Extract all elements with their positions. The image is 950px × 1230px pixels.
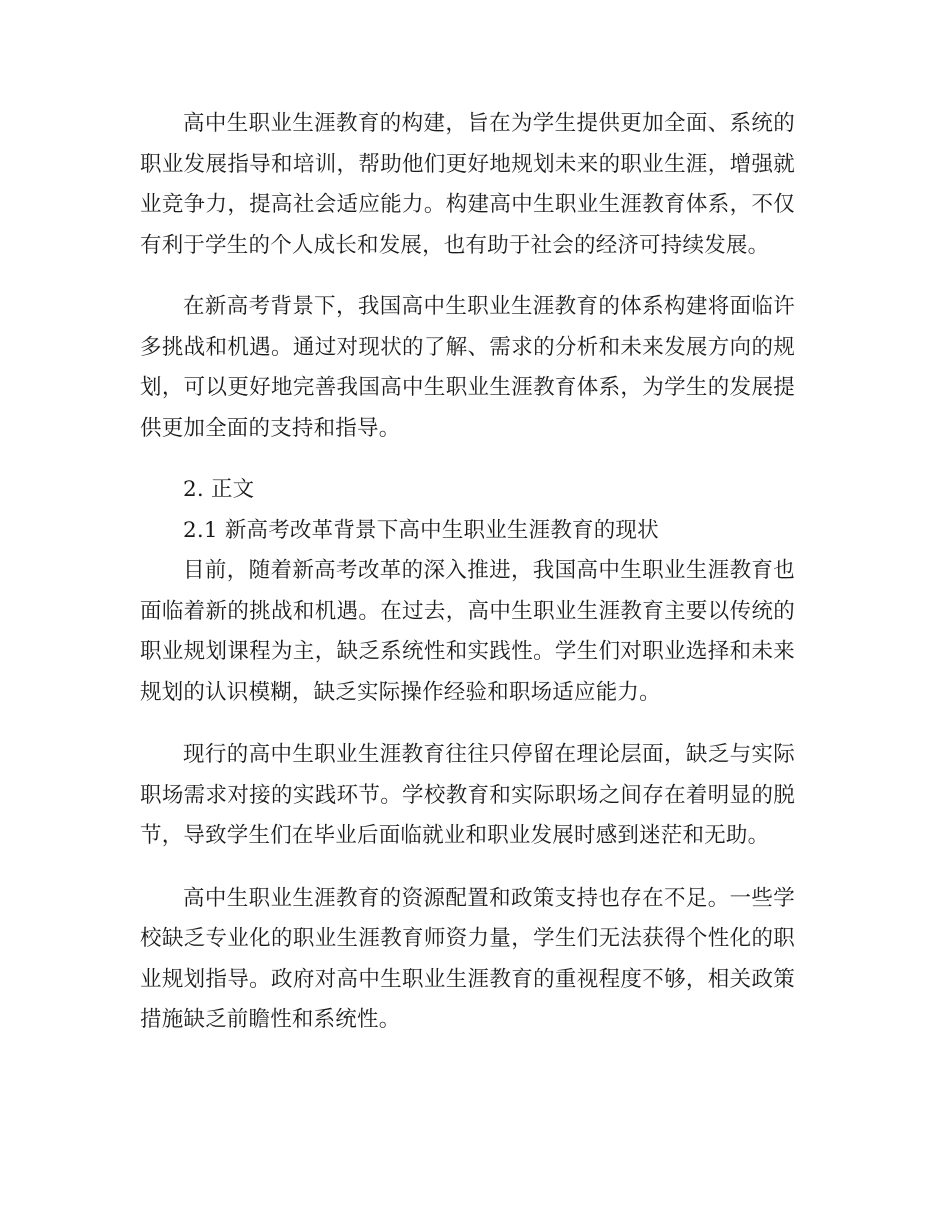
document-page [140, 104, 795, 1041]
body-paragraph-2: 现行的高中生职业生涯教育往往只停留在理论层面，缺乏与实际职场需求对接的实践环节。学校教育和实际职场之间存在着明显的脱节，导致学生们在毕业后面临就业和职业发展时感到迷茫和无助。 [140, 742, 795, 848]
intro-paragraph-2: 在新高考背景下，我国高中生职业生涯教育的体系构建将面临许多挑战和机遇。通过对现状的了解、需求的分析和未来发展方向的规划，可以更好地完善我国高中生职业生涯教育体系，为学生的发展提供更加全面的支持和指导。 [140, 294, 795, 441]
intro-paragraph-1: 高中生职业生涯教育的构建，旨在为学生提供更加全面、系统的职业发展指导和培训，帮助他们更好地规划未来的职业生涯，增强就业竞争力，提高社会适应能力。构建高中生职业生涯教育体系，不仅有利于学生的个人成长和发展，也有助于社会的经济可持续发展。 [140, 111, 795, 258]
body-paragraph-1: 目前，随着新高考改革的深入推进，我国高中生职业生涯教育也面临着新的挑战和机遇。在过去，高中生职业生涯教育主要以传统的职业规划课程为主，缺乏系统性和实践性。学生们对职业选择和未来规划的认识模糊，缺乏实际操作经验和职场适应能力。 [140, 558, 795, 705]
body-paragraph-3: 高中生职业生涯教育的资源配置和政策支持也存在不足。一些学校缺乏专业化的职业生涯教育师资力量，学生们无法获得个性化的职业规划指导。政府对高中生职业生涯教育的重视程度不够，相关政策措施缺乏前瞻性和系统性。 [140, 885, 795, 1032]
subsection-heading: 2.1 新高考改革背景下高中生职业生涯教育的现状 [183, 517, 659, 543]
section-heading: 2. 正文 [183, 477, 255, 502]
